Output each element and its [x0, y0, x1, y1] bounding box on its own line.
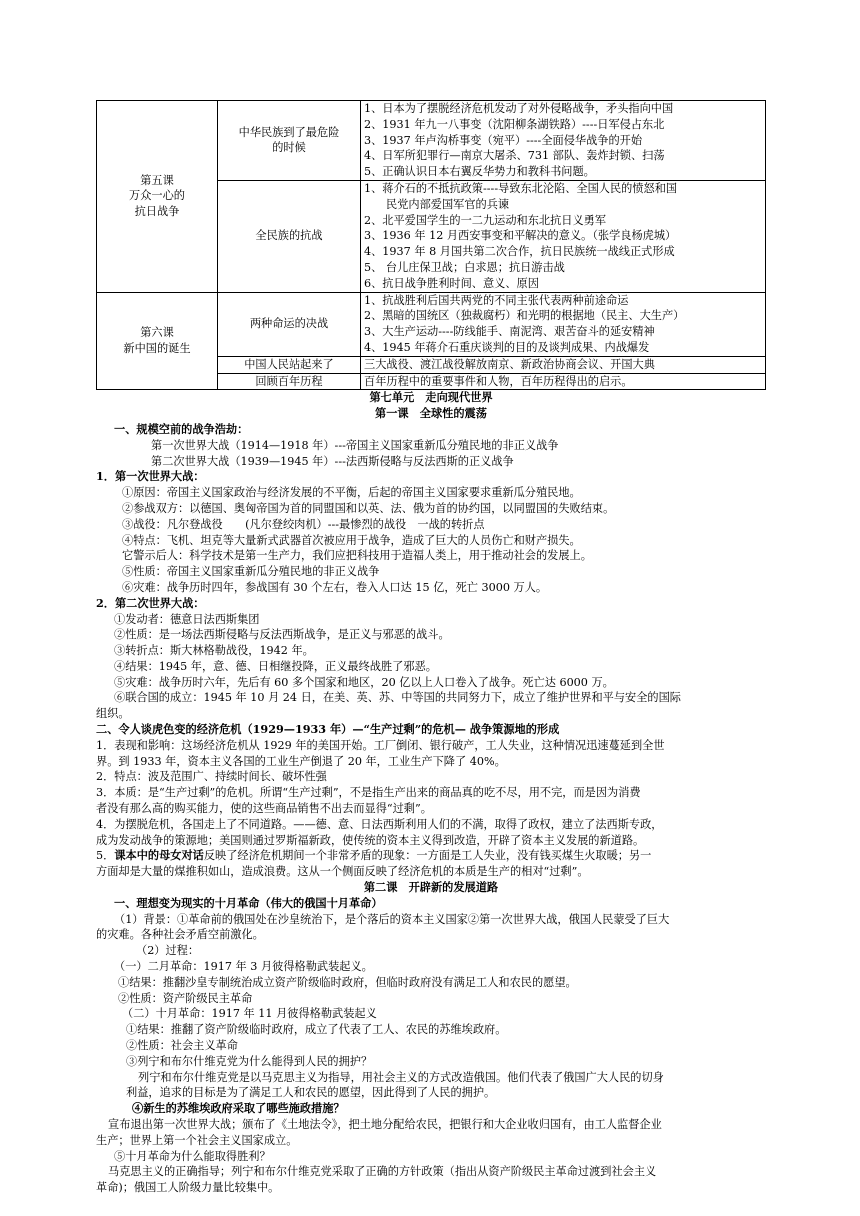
- unit-title: 第七单元 走向现代世界: [369, 390, 493, 405]
- paragraph-line: ②性质：社会主义革命: [126, 1039, 238, 1053]
- section-heading: 1．第一次世界大战：: [96, 469, 205, 484]
- paragraph-line: （2）过程：: [136, 944, 200, 958]
- paragraph-line: （二）十月革命：1917 年 11 月彼得格勒武装起义: [122, 1007, 377, 1021]
- paragraph-line: 者没有那么高的购买能力，使的这些商品销售不出去而显得“过剩”。: [96, 802, 432, 816]
- points-cell: 1、蒋介石的不抵抗政策----导致东北沦陷、全国人民的愤怒和国 民党内部爱国军官的兵谏 2、北平爱国学生的一二九运动和东北抗日义勇军 3、1936 年 12 月西安事变和平解决的意义。（张学良杨虎城） 4、1937 年 8 月国共第二次合作，抗日民族统一战线正式形成 5、 台儿庄保卫战；白求恩；抗日游击战 6、抗日战争胜利时间、意义、原因: [361, 180, 766, 292]
- topic-cell: 全民族的抗战: [218, 180, 361, 292]
- paragraph-line: ⑤灾难：战争历时六年，先后有 60 多个国家和地区，20 亿以上人口卷入了战争。死亡达 6000 万。: [114, 675, 614, 689]
- paragraph-line: 5．课本中的母女对话反映了经济危机期间一个非常矛盾的现象：一方面是工人失业，没有钱买煤生火取暖；另一: [96, 848, 652, 863]
- points-cell: 1、日本为了摆脱经济危机发动了对外侵略战争，矛头指向中国 2、1931 年九一八事变（沈阳柳条湖铁路）----日军侵占东北 3、1937 年卢沟桥事变（宛平）----全面侵华战争的开始 4、日军所犯罪行—南京大屠杀、731 部队、轰炸封锁、扫荡 5、正确认识日本右翼反华势力和教科书问题。: [361, 101, 766, 181]
- paragraph-line: ①原因：帝国主义国家政治与经济发展的不平衡，后起的帝国主义国家要求重新瓜分殖民地。: [122, 486, 581, 500]
- paragraph-line: ①发动者：德意日法西斯集团: [114, 612, 260, 626]
- paragraph-line: ②性质：是一场法西斯侵略与反法西斯战争，是正义与邪恶的战斗。: [114, 628, 450, 642]
- lesson-title: 第二课 开辟新的发展道路: [363, 880, 499, 895]
- section-heading: 一、理想变为现实的十月革命（伟大的俄国十月革命）: [114, 895, 383, 910]
- points-cell: 百年历程中的重要事件和人物，百年历程得出的启示。: [361, 373, 766, 390]
- paragraph-line: 它警示后人：科学技术是第一生产力，我们应把科技用于造福人类上，用于推动社会的发展上。: [122, 549, 592, 563]
- paragraph-line: ⑥灾难：战争历时四年，参战国有 30 个左右，卷入人口达 15 亿，死亡 3000 万人。: [122, 580, 548, 594]
- paragraph-line: ⑥联合国的成立：1945 年 10 月 24 日，在美、英、苏、中等国的共同努力下，成立了维护世界和平与安全的国际: [114, 691, 681, 705]
- section-heading: 二、令人谈虎色变的经济危机（1929—1933 年）—“生产过剩”的危机— 战争策源地的形成: [96, 722, 560, 737]
- paragraph-line: 3．本质：是“生产过剩”的危机。所谓“生产过剩”，不是指生产出来的商品真的吃不尽，用不完，而是因为消费: [96, 786, 641, 800]
- table-row: [97, 292, 766, 356]
- summary-table: [96, 100, 766, 390]
- paragraph-line: ④结果：1945 年，意、德、日相继投降，正义最终战胜了邪恶。: [114, 659, 437, 673]
- points-cell: 1、抗战胜利后国共两党的不同主张代表两种前途命运 2、黑暗的国统区（独裁腐朽）和光明的根据地（民主、大生产） 3、大生产运动----防线能手、南泥湾、艰苦奋斗的延安精神 4、1945 年蒋介石重庆谈判的目的及谈判成果、内战爆发: [361, 292, 766, 356]
- paragraph-line: ④特点：飞机、坦克等大量新式武器首次被应用于战争，造成了巨大的人员伤亡和财产损失。: [122, 533, 581, 547]
- paragraph-line: ②参战双方：以德国、奥匈帝国为首的同盟国和以英、法、俄为首的协约国，以同盟国的失败结束。: [122, 501, 615, 515]
- lesson-title: 第一课 全球性的震荡: [375, 406, 487, 421]
- paragraph-line: ⑤十月革命为什么能取得胜利？: [114, 1149, 271, 1163]
- topic-cell: 两种命运的决战: [218, 292, 361, 356]
- lesson-cell: 第六课 新中国的诞生: [97, 292, 218, 390]
- topic-cell: 中国人民站起来了: [218, 356, 361, 373]
- paragraph-line: 1．表现和影响：这场经济危机从 1929 年的美国开始。工厂倒闭、银行破产，工人失业，这种情况迅速蔓延到全世: [96, 738, 665, 752]
- paragraph-line: （一）二月革命：1917 年 3 月彼得格勒武装起义。: [114, 960, 373, 974]
- paragraph-line: ③战役：凡尔登战役 (凡尔登绞肉机）---最惨烈的战役 一战的转折点: [122, 517, 485, 531]
- points-cell: 三大战役、渡江战役解放南京、新政治协商会议、开国大典: [361, 356, 766, 373]
- lesson-cell: 第五课 万众一心的 抗日战争: [97, 101, 218, 293]
- paragraph-line: 界。到 1933 年，资本主义各国的工业生产倒退了 20 年，工业生产下降了 40%。: [96, 754, 506, 768]
- paragraph-line: ③转折点：斯大林格勒战役，1942 年。: [114, 644, 314, 658]
- paragraph-line: 利益，追求的目标是为了满足工人和农民的愿望，因此得到了人民的拥护。: [126, 1086, 496, 1100]
- paragraph-line: 方面却是大量的煤推积如山，造成浪费。这从一个侧面反映了经济危机的本质是生产的相对“过剩”。: [96, 865, 589, 879]
- paragraph-line: 第二次世界大战（1939—1945 年）---法西斯侵略与反法西斯的正义战争: [151, 454, 514, 468]
- paragraph-line: 的灾难。各种社会矛盾空前激化。: [96, 928, 264, 942]
- paragraph-line: 成为发动战争的策源地；美国则通过罗斯福新政，使传统的资本主义得到改造，开辟了资本主义发展的新道路。: [96, 833, 645, 847]
- paragraph-line: 第一次世界大战（1914—1918 年）---帝国主义国家重新瓜分殖民地的非正义战争: [151, 438, 559, 452]
- paragraph-line: 马克思主义的正确指导；列宁和布尔什维克党采取了正确的方针政策（指出从资产阶级民主革命过渡到社会主义: [108, 1165, 657, 1179]
- section-heading: 2．第二次世界大战：: [96, 595, 205, 610]
- section-heading: 一、规模空前的战争浩劫：: [114, 421, 249, 436]
- paragraph-line: ⑤性质：帝国主义国家重新瓜分殖民地的非正义战争: [122, 565, 380, 579]
- paragraph-line: 生产；世界上第一个社会主义国家成立。: [96, 1133, 298, 1147]
- paragraph-line: ③列宁和布尔什维克党为什么能得到人民的拥护？: [126, 1054, 373, 1068]
- paragraph-line: 宣布退出第一次世界大战；颁布了《土地法令》，把土地分配给农民，把银行和大企业收归国有，由工人监督企业: [108, 1118, 662, 1131]
- paragraph-line: ①结果：推翻了资产阶级临时政府，成立了代表了工人、农民的苏维埃政府。: [126, 1023, 507, 1037]
- document-page: [96, 100, 766, 1196]
- paragraph-line: （1）背景：①革命前的俄国处在沙皇统治下，是个落后的资本主义国家②第一次世界大战，俄国人民蒙受了巨大: [114, 912, 670, 926]
- paragraph-line: 组织。: [96, 707, 130, 721]
- paragraph-line: 2．特点：波及范围广、持续时间长、破坏性强: [96, 770, 327, 784]
- table-row: [97, 101, 766, 181]
- paragraph-line: 革命)；俄国工人阶级力量比较集中。: [96, 1181, 280, 1195]
- paragraph-line: ②性质：资产阶级民主革命: [118, 991, 253, 1005]
- paragraph-line: 列宁和布尔什维克党是以马克思主义为指导，用社会主义的方式改造俄国。他们代表了俄国广大人民的切身: [138, 1070, 664, 1084]
- topic-cell: 中华民族到了最危险 的时候: [218, 101, 361, 181]
- bold-phrase: 课本中的母女对话: [114, 848, 204, 863]
- topic-cell: 回顾百年历程: [218, 373, 361, 390]
- question-heading: ④新生的苏维埃政府采取了哪些施政措施？: [132, 1101, 345, 1116]
- paragraph-line: 4．为摆脱危机，各国走上了不同道路。——德、意、日法西斯利用人们的不满，取得了政权，建立了法西斯专政，: [96, 817, 663, 831]
- paragraph-line: ①结果：推翻沙皇专制统治成立资产阶级临时政府，但临时政府没有满足工人和农民的愿望。: [118, 975, 577, 989]
